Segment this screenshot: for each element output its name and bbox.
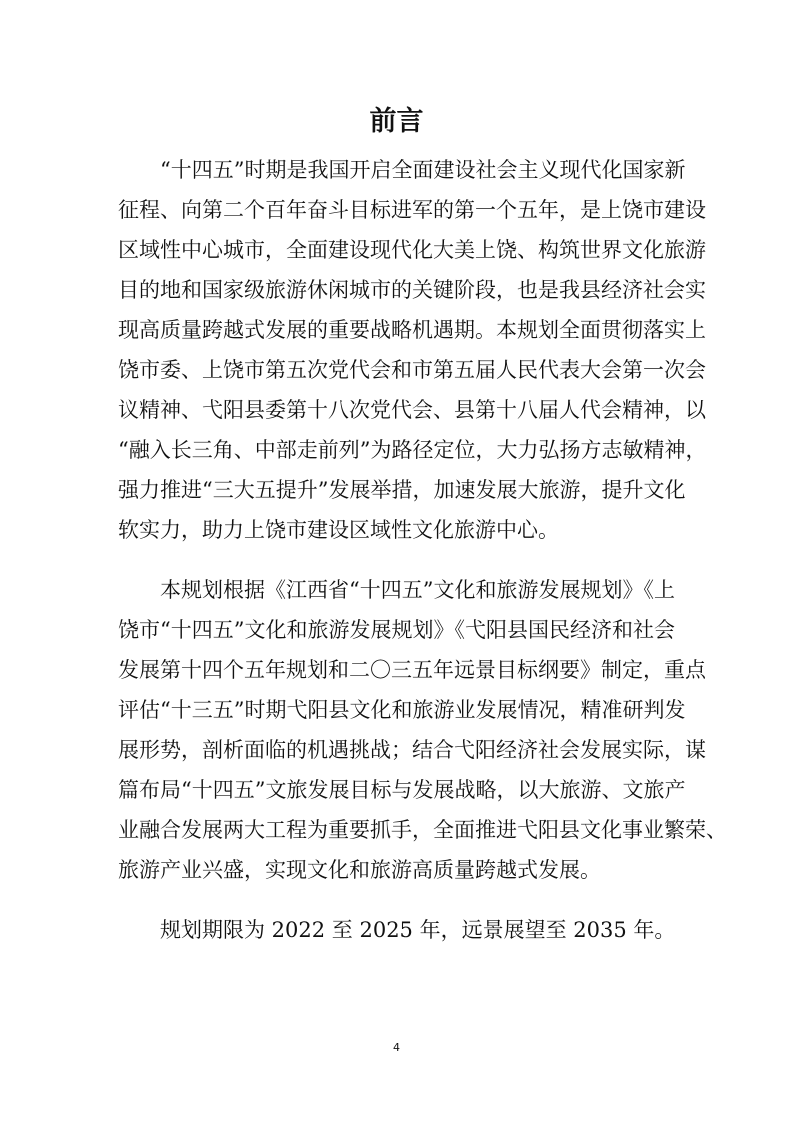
paragraph-line: 饶市委、上饶市第五次党代会和市第五届人民代表大会第一次会 <box>118 358 706 382</box>
paragraph-line: 饶市“十四五”文化和旅游发展规划》《弋阳县国民经济和社会 <box>118 618 675 642</box>
paragraph-period <box>118 910 678 950</box>
paragraph-line: 业融合发展两大工程为重要抓手，全面推进弋阳县文化事业繁荣、 <box>118 818 727 842</box>
paragraph-line: 本规划根据《江西省“十四五”文化和旅游发展规划》《上 <box>160 578 675 602</box>
paragraph-line: “十四五”时期是我国开启全面建设社会主义现代化国家新 <box>160 158 686 182</box>
paragraph-line: 软实力，助力上饶市建设区域性文化旅游中心。 <box>118 518 559 542</box>
paragraph-line: 议精神、弋阳县委第十八次党代会、县第十八届人代会精神，以 <box>118 398 706 422</box>
paragraph-line: 征程、向第二个百年奋斗目标进军的第一个五年，是上饶市建设 <box>118 198 706 222</box>
paragraph-line: 旅游产业兴盛，实现文化和旅游高质量跨越式发展。 <box>118 858 601 882</box>
paragraph-line: 展形势，剖析面临的机遇挑战；结合弋阳经济社会发展实际，谋 <box>118 738 706 762</box>
paragraph-line: 区域性中心城市，全面建设现代化大美上饶、构筑世界文化旅游 <box>118 238 706 262</box>
page-title: 前言 <box>369 106 424 137</box>
paragraph-basis <box>118 570 727 890</box>
paragraph-intro <box>118 150 707 550</box>
paragraph-line: “融入长三角、中部走前列”为路径定位，大力弘扬方志敏精神， <box>118 438 707 462</box>
paragraph-line: 评估“十三五”时期弋阳县文化和旅游业发展情况，精准研判发 <box>118 698 686 722</box>
document-body <box>118 150 727 950</box>
paragraph-line: 现高质量跨越式发展的重要战略机遇期。本规划全面贯彻落实上 <box>118 318 706 342</box>
paragraph-line: 强力推进“三大五提升”发展举措，加速发展大旅游，提升文化 <box>118 478 686 502</box>
paragraph-line: 规划期限为 2022 至 2025 年，远景展望至 2035 年。 <box>160 918 676 942</box>
paragraph-line: 目的地和国家级旅游休闲城市的关键阶段，也是我县经济社会实 <box>118 278 706 302</box>
page-number: 4 <box>393 1041 400 1054</box>
paragraph-line: 发展第十四个五年规划和二〇三五年远景目标纲要》制定，重点 <box>118 658 706 682</box>
paragraph-line: 篇布局“十四五”文旅发展目标与发展战略，以大旅游、文旅产 <box>118 778 686 802</box>
